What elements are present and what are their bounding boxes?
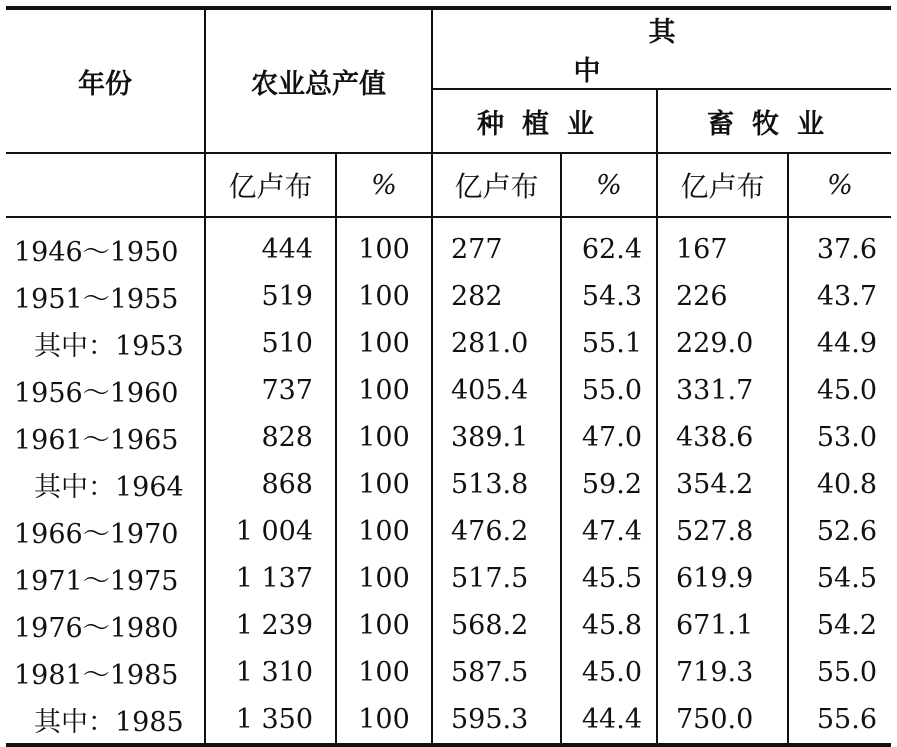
cell-total-pct: 100 xyxy=(336,320,432,367)
cell-total: 444 xyxy=(205,217,336,273)
cell-live: 750.0 xyxy=(657,696,788,745)
header-of-which-label: 其中 xyxy=(573,17,826,87)
cell-total: 1 310 xyxy=(205,649,336,696)
header-year-spacer xyxy=(6,153,205,217)
cell-crop-pct: 44.4 xyxy=(561,696,657,745)
cell-crop: 282 xyxy=(432,273,561,320)
table-row xyxy=(6,696,891,745)
cell-total-pct: 100 xyxy=(336,508,432,555)
cell-year: 1966～1970 xyxy=(14,519,179,550)
cell-crop-pct: 45.5 xyxy=(561,555,657,602)
cell-live: 719.3 xyxy=(657,649,788,696)
agri-output-table xyxy=(6,6,891,747)
cell-live-pct: 54.2 xyxy=(788,602,891,649)
cell-total: 1 004 xyxy=(205,508,336,555)
header-crop-pct: % xyxy=(561,153,657,217)
table-row xyxy=(6,367,891,414)
cell-live: 671.1 xyxy=(657,602,788,649)
table-container xyxy=(6,6,891,747)
cell-crop: 587.5 xyxy=(432,649,561,696)
cell-crop: 389.1 xyxy=(432,414,561,461)
cell-crop: 513.8 xyxy=(432,461,561,508)
cell-live-pct: 55.6 xyxy=(788,696,891,745)
cell-crop-pct: 45.8 xyxy=(561,602,657,649)
header-total-unit: 亿卢布 xyxy=(205,153,336,217)
cell-total-pct: 100 xyxy=(336,367,432,414)
cell-crop-pct: 54.3 xyxy=(561,273,657,320)
cell-year: 1981～1985 xyxy=(14,660,179,691)
cell-live: 331.7 xyxy=(657,367,788,414)
cell-live: 438.6 xyxy=(657,414,788,461)
cell-total-pct: 100 xyxy=(336,602,432,649)
table-row xyxy=(6,649,891,696)
cell-total-pct: 100 xyxy=(336,414,432,461)
table-row xyxy=(6,555,891,602)
cell-live: 167 xyxy=(657,217,788,273)
cell-year: 1971～1975 xyxy=(14,566,179,597)
header-crop-label: 种植业 xyxy=(477,108,612,140)
cell-live: 226 xyxy=(657,273,788,320)
cell-live-pct: 44.9 xyxy=(788,320,891,367)
cell-total: 1 239 xyxy=(205,602,336,649)
header-year-label: 年份 xyxy=(78,68,132,100)
cell-crop-pct: 45.0 xyxy=(561,649,657,696)
cell-live-pct: 45.0 xyxy=(788,367,891,414)
table-row xyxy=(6,461,891,508)
cell-crop-pct: 59.2 xyxy=(561,461,657,508)
header-live-unit: 亿卢布 xyxy=(657,153,788,217)
table-row xyxy=(6,217,891,273)
table-row xyxy=(6,320,891,367)
cell-year: 1976～1980 xyxy=(14,613,179,644)
cell-year: 其中：1953 xyxy=(34,331,184,362)
cell-live-pct: 37.6 xyxy=(788,217,891,273)
header-total-label: 农业总产值 xyxy=(251,68,386,100)
cell-crop-pct: 55.0 xyxy=(561,367,657,414)
cell-total-pct: 100 xyxy=(336,461,432,508)
cell-crop: 476.2 xyxy=(432,508,561,555)
header-total-pct: % xyxy=(336,153,432,217)
cell-live-pct: 55.0 xyxy=(788,649,891,696)
table-row xyxy=(6,508,891,555)
cell-total: 1 137 xyxy=(205,555,336,602)
header-live-pct: % xyxy=(788,153,891,217)
cell-year: 1946～1950 xyxy=(14,237,179,268)
cell-crop-pct: 62.4 xyxy=(561,217,657,273)
cell-total: 519 xyxy=(205,273,336,320)
cell-year: 1956～1960 xyxy=(14,378,179,409)
cell-total-pct: 100 xyxy=(336,273,432,320)
cell-year: 其中：1964 xyxy=(34,472,184,503)
cell-total-pct: 100 xyxy=(336,555,432,602)
cell-crop: 281.0 xyxy=(432,320,561,367)
cell-total: 868 xyxy=(205,461,336,508)
cell-total-pct: 100 xyxy=(336,217,432,273)
cell-live: 619.9 xyxy=(657,555,788,602)
cell-crop: 595.3 xyxy=(432,696,561,745)
cell-live-pct: 40.8 xyxy=(788,461,891,508)
table-row xyxy=(6,414,891,461)
cell-live-pct: 43.7 xyxy=(788,273,891,320)
table-row xyxy=(6,602,891,649)
cell-total: 510 xyxy=(205,320,336,367)
cell-crop: 277 xyxy=(432,217,561,273)
cell-crop: 568.2 xyxy=(432,602,561,649)
cell-crop-pct: 47.0 xyxy=(561,414,657,461)
cell-crop: 405.4 xyxy=(432,367,561,414)
header-crop-unit: 亿卢布 xyxy=(432,153,561,217)
cell-crop-pct: 55.1 xyxy=(561,320,657,367)
header-year xyxy=(6,8,205,153)
cell-live: 229.0 xyxy=(657,320,788,367)
header-crop xyxy=(432,89,657,153)
cell-live-pct: 54.5 xyxy=(788,555,891,602)
cell-year: 1951～1955 xyxy=(14,284,179,315)
header-livestock xyxy=(657,89,891,153)
cell-live-pct: 53.0 xyxy=(788,414,891,461)
header-total xyxy=(205,8,432,153)
cell-year: 其中：1985 xyxy=(6,696,205,745)
cell-total-pct: 100 xyxy=(336,696,432,745)
header-livestock-label: 畜牧业 xyxy=(707,108,842,140)
cell-live: 527.8 xyxy=(657,508,788,555)
cell-total: 828 xyxy=(205,414,336,461)
cell-crop: 517.5 xyxy=(432,555,561,602)
cell-total: 1 350 xyxy=(205,696,336,745)
cell-crop-pct: 47.4 xyxy=(561,508,657,555)
cell-live-pct: 52.6 xyxy=(788,508,891,555)
header-of-which xyxy=(432,8,891,89)
cell-total: 737 xyxy=(205,367,336,414)
cell-total-pct: 100 xyxy=(336,649,432,696)
table-row xyxy=(6,273,891,320)
cell-year: 1961～1965 xyxy=(14,425,179,456)
cell-live: 354.2 xyxy=(657,461,788,508)
